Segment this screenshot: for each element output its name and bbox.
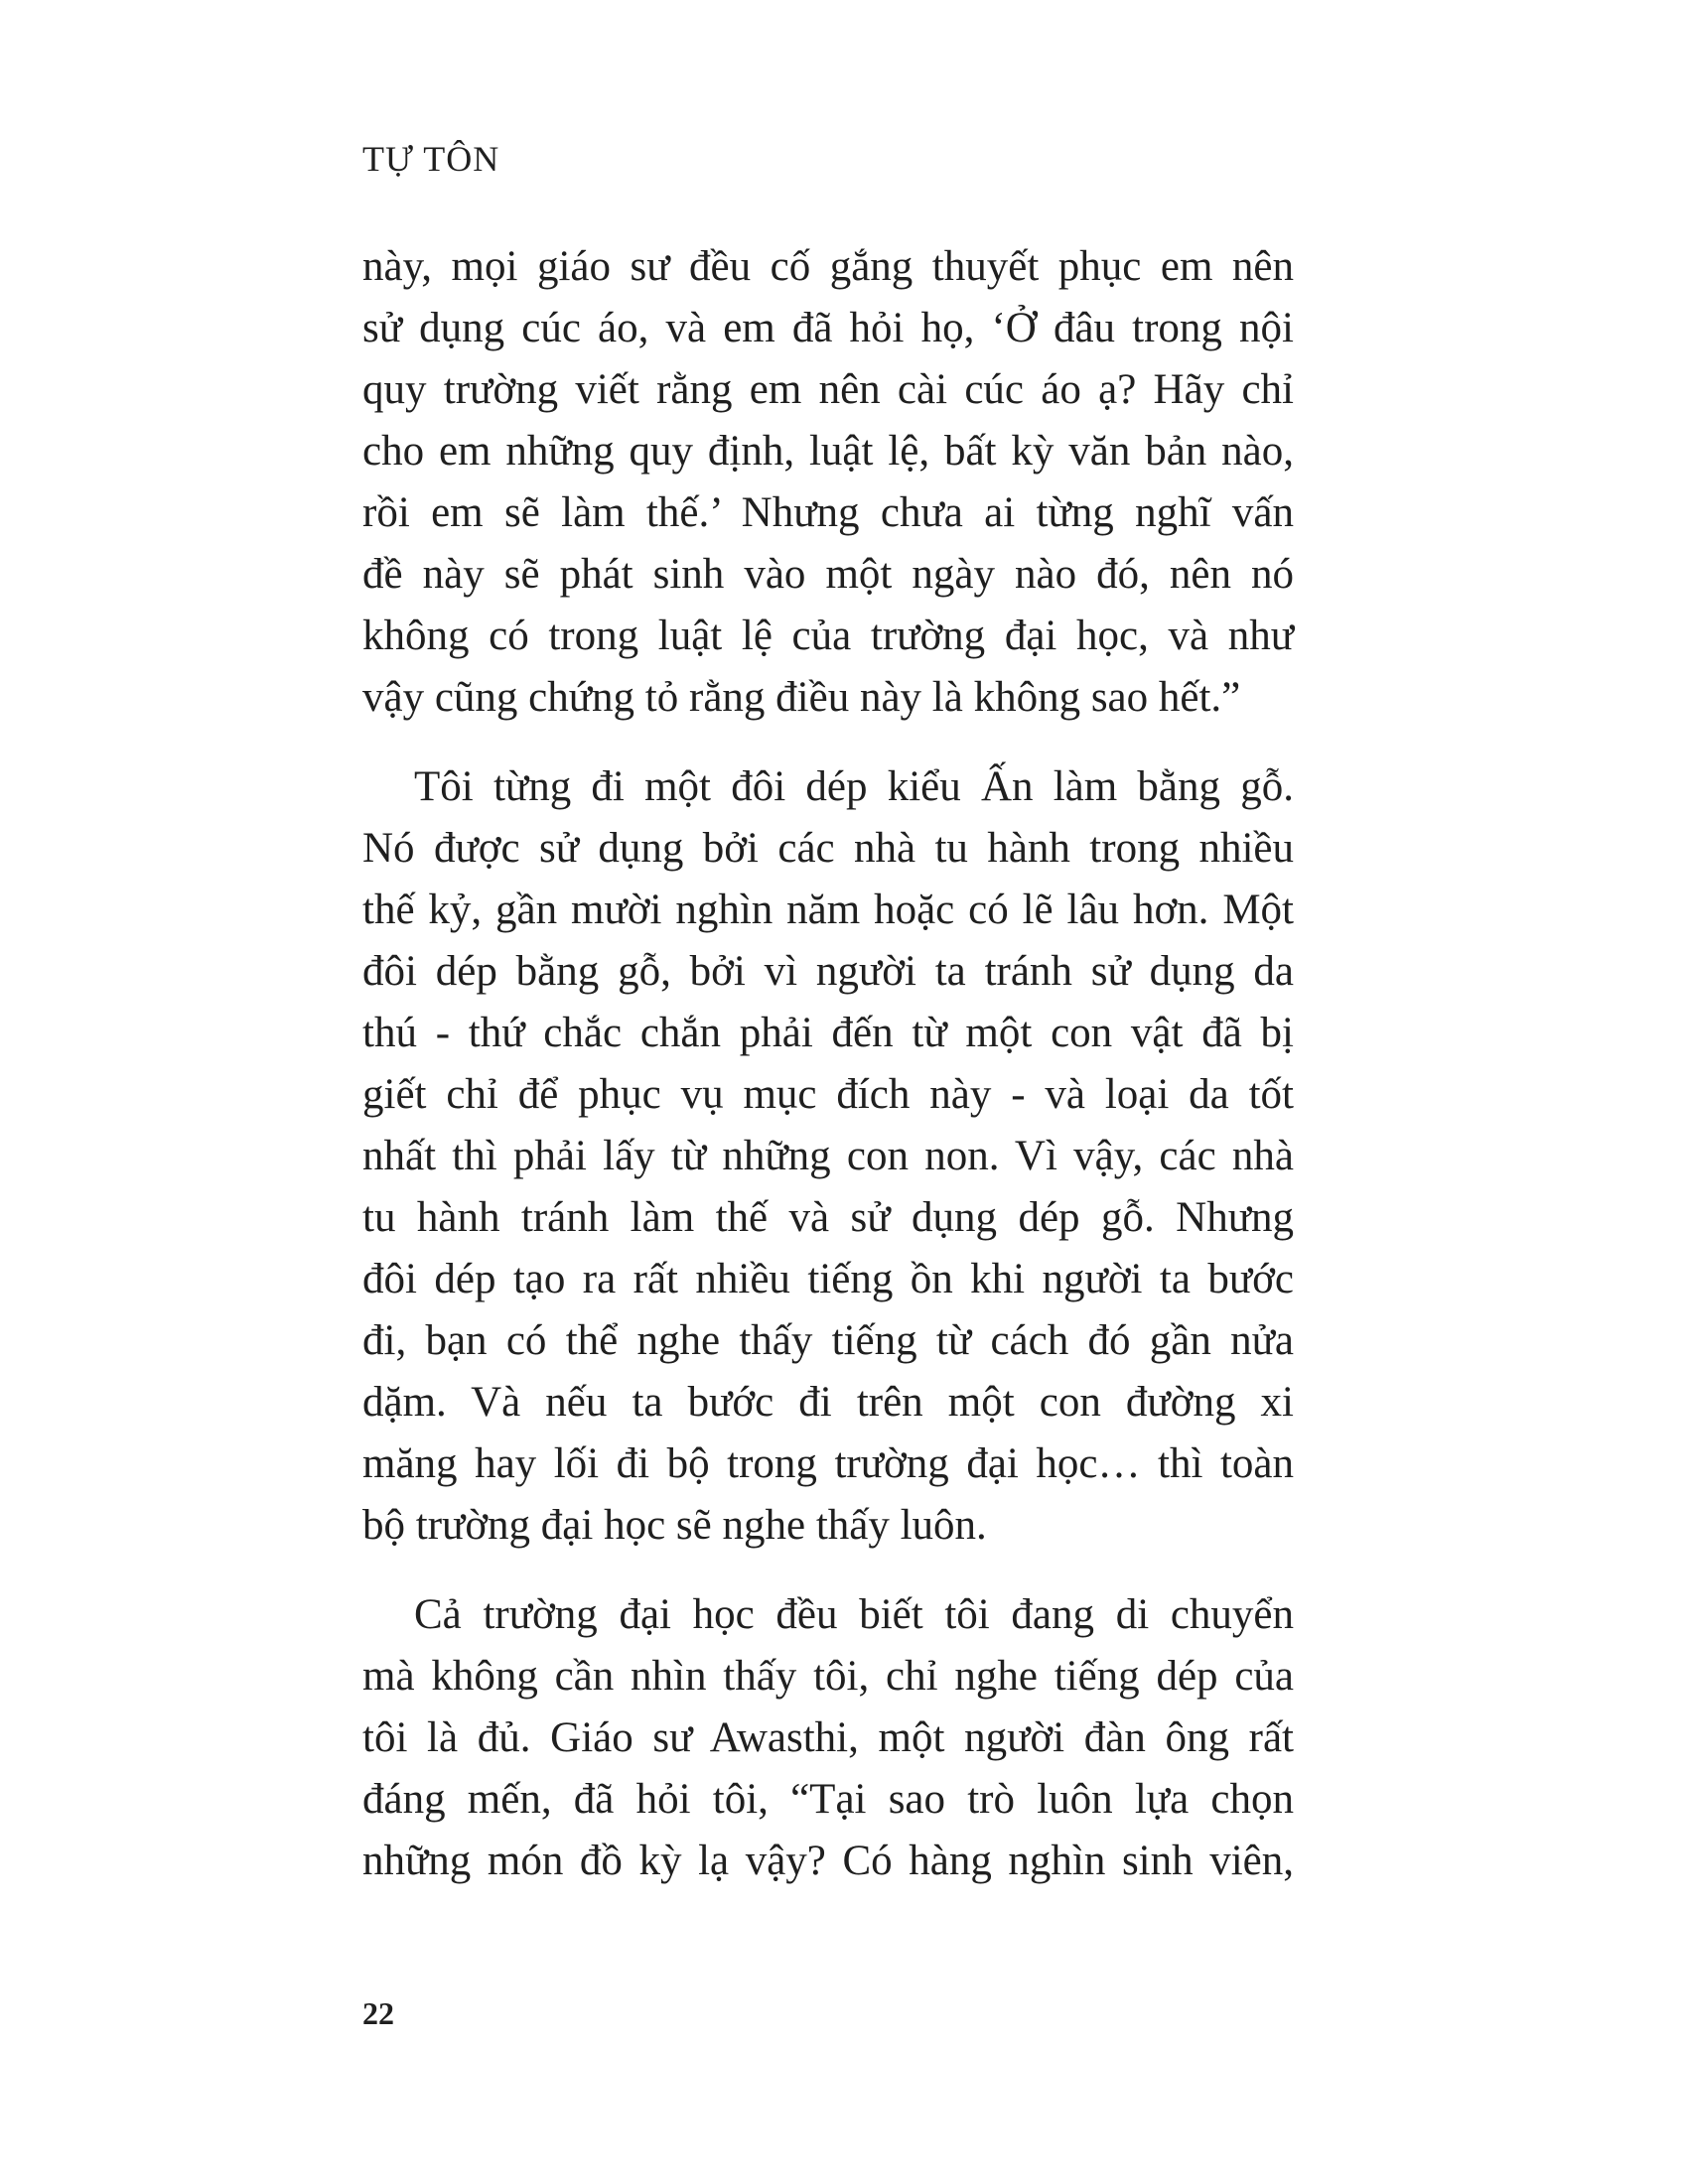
text-line: thế kỷ, gần mười nghìn năm hoặc có lẽ lâu hơn. Một [362, 887, 1294, 933]
text-line: những món đồ kỳ lạ vậy? Có hàng nghìn sinh viên, [362, 1838, 1294, 1884]
text-line: mà không cần nhìn thấy tôi, chỉ nghe tiếng dép của [362, 1653, 1294, 1700]
text-line: thú - thứ chắc chắn phải đến từ một con vật đã bị [362, 1010, 1294, 1056]
text-line: không có trong luật lệ của trường đại học, và như [362, 613, 1294, 659]
paragraph-gap [362, 729, 1294, 756]
text-line: giết chỉ để phục vụ mục đích này - và loại da tốt [362, 1071, 1294, 1118]
text-line: rồi em sẽ làm thế.’ Nhưng chưa ai từng nghĩ vấn [362, 489, 1294, 536]
text-line: này, mọi giáo sư đều cố gắng thuyết phục em nên [362, 243, 1294, 290]
text-line: nhất thì phải lấy từ những con non. Vì vậy, các nhà [362, 1133, 1294, 1179]
text-line: tôi là đủ. Giáo sư Awasthi, một người đàn ông rất [362, 1714, 1294, 1761]
text-line: bộ trường đại học sẽ nghe thấy luôn. [362, 1502, 987, 1549]
paragraph-gap [362, 1557, 1294, 1584]
body-text [362, 236, 1294, 1892]
running-header: TỰ TÔN [362, 139, 500, 179]
text-line: sử dụng cúc áo, và em đã hỏi họ, ‘Ở đâu trong nội [362, 305, 1294, 351]
text-line: Nó được sử dụng bởi các nhà tu hành trong nhiều [362, 825, 1294, 872]
text-line: Cả trường đại học đều biết tôi đang di chuyển [414, 1591, 1294, 1638]
text-line: cho em những quy định, luật lệ, bất kỳ văn bản nào, [362, 428, 1294, 475]
text-line: đôi dép tạo ra rất nhiều tiếng ồn khi người ta bước [362, 1256, 1294, 1302]
text-line: măng hay lối đi bộ trong trường đại học… thì toàn [362, 1440, 1294, 1487]
text-line: vậy cũng chứng tỏ rằng điều này là không sao hết.” [362, 674, 1241, 721]
text-line: đi, bạn có thể nghe thấy tiếng từ cách đó gần nửa [362, 1317, 1294, 1364]
text-line: Tôi từng đi một đôi dép kiểu Ấn làm bằng gỗ. [414, 763, 1294, 810]
text-line: đề này sẽ phát sinh vào một ngày nào đó, nên nó [362, 551, 1294, 598]
page-number: 22 [362, 1995, 394, 2031]
text-line: đáng mến, đã hỏi tôi, “Tại sao trò luôn lựa chọn [362, 1776, 1294, 1823]
text-line: đôi dép bằng gỗ, bởi vì người ta tránh sử dụng da [362, 948, 1294, 995]
text-line: quy trường viết rằng em nên cài cúc áo ạ? Hãy chỉ [362, 366, 1294, 413]
text-line: dặm. Và nếu ta bước đi trên một con đường xi [362, 1379, 1294, 1426]
text-line: tu hành tránh làm thế và sử dụng dép gỗ. Nhưng [362, 1194, 1294, 1241]
